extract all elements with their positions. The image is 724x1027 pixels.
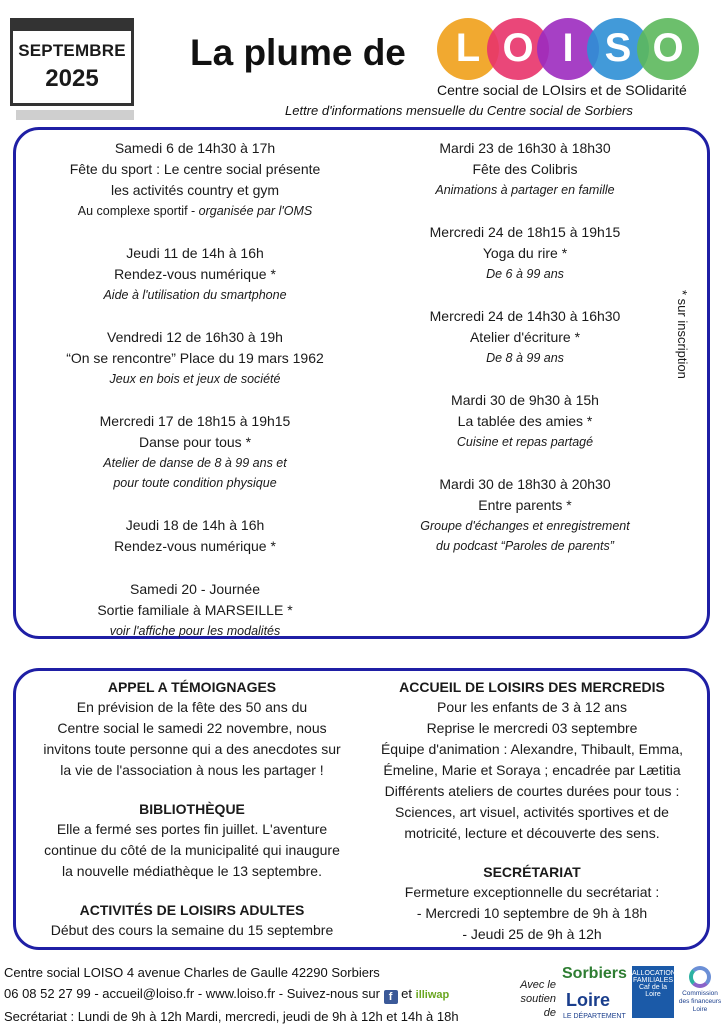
event-date: Samedi 6 de 14h30 à 17h [114, 140, 276, 156]
event-note: Aide à l'utilisation du smartphone [103, 288, 287, 302]
section-heading: ACTIVITÉS DE LOISIRS ADULTES [79, 902, 305, 918]
event-title: Entre parents * [478, 497, 572, 513]
event-item [30, 579, 360, 641]
logo-letter: O [502, 26, 534, 70]
event-date: Mardi 23 de 16h30 à 18h30 [439, 140, 611, 156]
loire-logo: Loire [566, 990, 611, 1010]
illiwap-logo[interactable]: illiwap [415, 989, 450, 1001]
info-section [22, 900, 362, 941]
section-line: Équipe d'animation : Alexandre, Thibault, Emma, [380, 741, 684, 757]
event-date: Mardi 30 de 18h30 à 20h30 [439, 476, 611, 492]
event-note: Cuisine et repas partagé [456, 435, 594, 449]
event-item [360, 390, 690, 452]
section-line: Fermeture exceptionnelle du secrétariat : [404, 884, 660, 900]
section-line: Pour les enfants de 3 à 12 ans [437, 699, 627, 715]
section-line: invitons toute personne qui a des anecdotes sur [43, 741, 341, 757]
event-note: Groupe d'échanges et enregistrement [420, 519, 630, 533]
event-item [30, 327, 360, 389]
event-title: Atelier d'écriture * [469, 329, 581, 345]
calendar-month: SEPTEMBRE [18, 41, 126, 60]
event-title: Fête du sport : Le centre social présente [69, 161, 321, 177]
commission-ring-icon [689, 966, 711, 988]
event-note: du podcast “Paroles de parents” [436, 539, 614, 553]
event-title: les activités country et gym [110, 182, 280, 198]
event-note: Jeux en bois et jeux de société [109, 372, 281, 386]
event-note: voir l'affiche pour les modalités [109, 624, 281, 638]
event-title: Fête des Colibris [472, 161, 578, 177]
event-item [360, 306, 690, 368]
event-item [360, 474, 690, 556]
registration-note: * sur inscription [675, 290, 690, 379]
event-date: Mercredi 24 de 14h30 à 16h30 [429, 308, 621, 324]
agenda-left-column [30, 138, 360, 663]
footer-contact-line [4, 983, 459, 1006]
caf-logo: ALLOCATIONS FAMILIALES Caf de la Loire [632, 966, 674, 1018]
section-line: - Jeudi 25 de 9h à 12h [462, 926, 602, 942]
footer-hours: Secrétariat : Lundi de 9h à 12h Mardi, mercredi, jeudi de 9h à 12h et 14h à 18h [4, 1009, 459, 1024]
loiso-logo [437, 18, 707, 80]
support-label: Avec le soutien de [520, 979, 556, 1019]
event-title: Sortie familiale à MARSEILLE * [97, 602, 293, 618]
event-item [360, 138, 690, 200]
event-title: La tablée des amies * [457, 413, 593, 429]
commission-financeurs-logo [678, 966, 722, 1014]
event-title: “On se rencontre” Place du 19 mars 1962 [66, 350, 324, 366]
calendar-binding [13, 21, 131, 31]
logo-letter: I [562, 26, 574, 70]
event-location [30, 201, 360, 221]
event-title: Rendez-vous numérique * [114, 266, 276, 282]
footer-contacts: 06 08 52 27 99 - accueil@loiso.fr - www.loiso.fr - Suivez-nous sur [4, 986, 380, 1001]
info-section [22, 677, 362, 781]
facebook-icon[interactable]: f [384, 990, 398, 1004]
section-line: Émeline, Marie et Soraya ; encadrée par Lætitia [383, 762, 681, 778]
event-note: Animations à partager en famille [435, 183, 615, 197]
section-line: Différents ateliers de courtes durées pour tous : [384, 783, 680, 799]
info-section [362, 677, 702, 844]
section-heading: SECRÉTARIAT [483, 864, 581, 880]
footer-contact [4, 962, 459, 1027]
event-date: Samedi 20 - Journée [130, 581, 260, 597]
footer-address: Centre social LOISO 4 avenue Charles de Gaulle 42290 Sorbiers [4, 965, 380, 980]
event-item [30, 243, 360, 305]
section-line: Centre social le samedi 22 novembre, nous [57, 720, 327, 736]
event-item [30, 138, 360, 221]
event-title: Danse pour tous * [138, 434, 252, 450]
newsletter-tagline: Lettre d'informations mensuelle du Centre social de Sorbiers [285, 103, 633, 118]
agenda-right-column [360, 138, 690, 578]
section-line: Elle a fermé ses portes fin juillet. L'aventure [56, 821, 328, 837]
event-title: Yoga du rire * [482, 245, 568, 261]
event-date: Mardi 30 de 9h30 à 15h [451, 392, 599, 408]
section-heading: BIBLIOTHÈQUE [139, 801, 245, 817]
section-line: Reprise le mercredi 03 septembre [426, 720, 638, 736]
info-right-column [362, 677, 702, 963]
section-heading: APPEL A TÉMOIGNAGES [107, 679, 277, 695]
logo-letter: L [455, 26, 481, 70]
info-section [22, 799, 362, 882]
event-date: Mercredi 24 de 18h15 à 19h15 [429, 224, 621, 240]
section-line: - Mercredi 10 septembre de 9h à 18h [416, 905, 648, 921]
event-title: Rendez-vous numérique * [114, 538, 276, 554]
section-line: la nouvelle médiathèque le 13 septembre. [62, 863, 322, 879]
info-section [362, 862, 702, 945]
section-heading: ACCUEIL DE LOISIRS DES MERCREDIS [399, 679, 665, 695]
section-line: la vie de l'association à nous les partager ! [60, 762, 324, 778]
event-note: pour toute condition physique [113, 476, 277, 490]
event-note: Atelier de danse de 8 à 99 ans et [103, 456, 287, 470]
event-date: Jeudi 18 de 14h à 16h [125, 517, 265, 533]
logo-letter: S [604, 26, 632, 70]
event-note: De 6 à 99 ans [486, 267, 564, 281]
event-date: Jeudi 11 de 14h à 16h [126, 245, 264, 261]
section-line: Début des cours la semaine du 15 septembre [50, 922, 334, 938]
section-line: motricité, lecture et découverte des sens. [404, 825, 660, 841]
event-location-plain: Au complexe sportif - [77, 204, 199, 218]
calendar-year: 2025 [45, 65, 99, 92]
event-note: De 8 à 99 ans [486, 351, 564, 365]
event-item [30, 411, 360, 493]
event-date: Mercredi 17 de 18h15 à 19h15 [99, 413, 291, 429]
event-location-italic: organisée par l'OMS [198, 204, 313, 218]
section-line: Sciences, art visuel, activités sportives et de [395, 804, 669, 820]
event-date: Vendredi 12 de 16h30 à 19h [107, 329, 283, 345]
newsletter-title: La plume de [190, 32, 406, 73]
commission-label: Commission des financeurs Loire [678, 990, 722, 1013]
sorbiers-logo: Sorbiers [562, 965, 627, 982]
loire-department-label: LE DÉPARTEMENT [563, 1013, 626, 1020]
calendar-shadow [16, 110, 134, 120]
section-line: En prévision de la fête des 50 ans du [76, 699, 308, 715]
event-item [30, 515, 360, 557]
calendar-badge [10, 18, 134, 106]
footer-and: et [401, 986, 413, 1001]
logo-letter: O [652, 26, 684, 70]
newsletter-subtitle: Centre social de LOIsirs et de SOlidarité [437, 82, 687, 98]
section-line: continue du côté de la municipalité qui inaugure [44, 842, 340, 858]
event-item [360, 222, 690, 284]
info-left-column [22, 677, 362, 959]
